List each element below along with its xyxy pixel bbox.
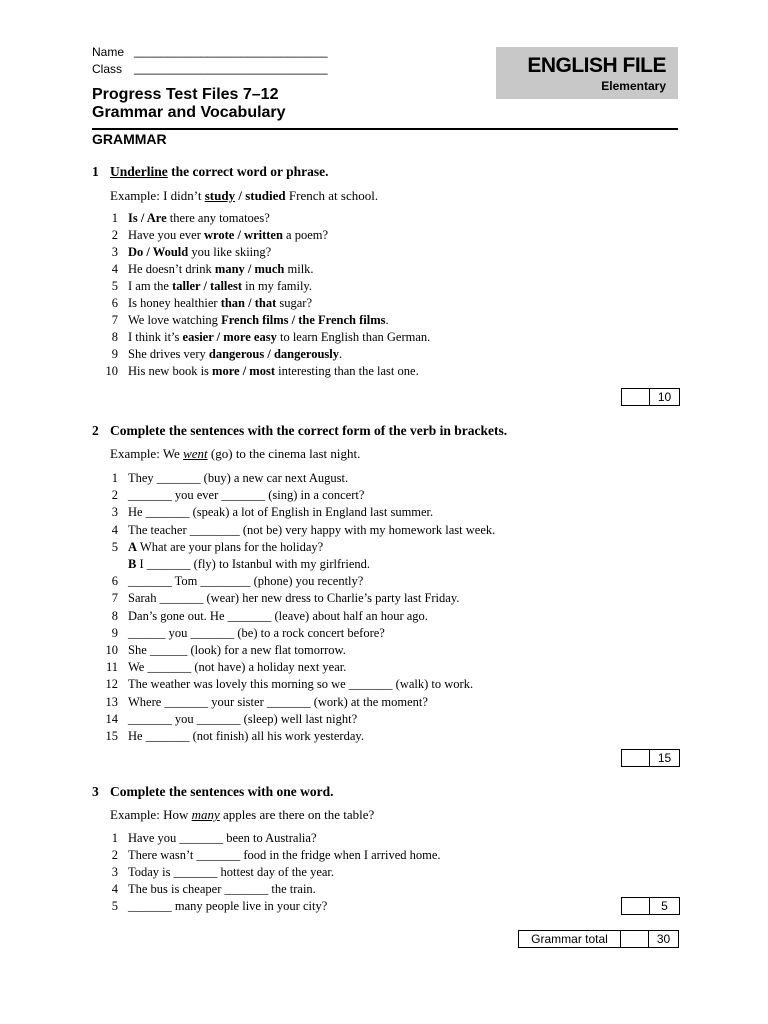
item-number: 1 <box>111 471 118 485</box>
q3-item <box>92 881 316 898</box>
name-label: Name <box>92 45 125 59</box>
q2-item <box>92 676 473 693</box>
q2-item <box>92 608 428 625</box>
item-text: ______ you _______ (be) to a rock concert before? <box>128 625 385 640</box>
item-number: 14 <box>105 711 118 726</box>
q1-item <box>92 244 271 261</box>
item-options[interactable]: Is / Are <box>128 211 167 225</box>
q1-instruction-underline: Underline <box>110 164 168 179</box>
item-text: The teacher ________ (not be) very happy with my homework last week. <box>128 522 496 537</box>
q1-example-answer: study <box>204 188 236 203</box>
item-text-tail: to learn English than German. <box>276 330 431 344</box>
q2-item <box>92 487 364 504</box>
item-number: 10 <box>105 364 118 378</box>
item-number: 12 <box>105 677 118 692</box>
q1-item <box>92 346 342 363</box>
item-options[interactable]: dangerous / dangerously <box>208 347 340 361</box>
q1-item <box>92 363 419 380</box>
q3-item <box>92 898 327 915</box>
item-text: Sarah _______ (wear) her new dress to Charlie’s party last Friday. <box>128 591 460 606</box>
item-text: I think it’s <box>128 330 183 344</box>
q2-item <box>92 642 346 659</box>
item-text: He doesn’t drink <box>128 262 215 276</box>
q2-score-box <box>621 749 680 767</box>
item-number: 10 <box>105 643 118 657</box>
item-text-tail: a poem? <box>282 228 329 242</box>
item-text: _______ you _______ (sleep) well last night? <box>128 711 358 726</box>
speaker-label: A <box>128 539 138 554</box>
q3-item <box>92 830 317 847</box>
q1-max-score: 10 <box>657 390 672 404</box>
item-number: 13 <box>105 694 118 709</box>
item-number: 4 <box>111 522 118 537</box>
q3-example-text: Example: How <box>110 807 192 822</box>
q2-item <box>92 539 323 556</box>
q3-example-answer: many <box>191 807 220 822</box>
item-text: Is honey healthier <box>128 296 221 310</box>
q1-number: 1 <box>92 164 99 179</box>
q3-number: 3 <box>92 784 99 799</box>
item-options[interactable]: many / much <box>214 262 285 276</box>
q1-example-option: / studied <box>235 188 286 203</box>
item-text: She ______ (look) for a new flat tomorrow. <box>128 643 346 657</box>
q2-item <box>92 711 357 728</box>
item-text: He _______ (not finish) all his work yesterday. <box>128 729 364 743</box>
q2-example-text: Example: We <box>110 446 184 461</box>
item-number: 5 <box>111 899 118 913</box>
q1-item <box>92 312 389 329</box>
item-number: 4 <box>111 262 118 276</box>
class-label: Class <box>92 62 123 76</box>
q2-example-answer: went <box>183 446 208 461</box>
item-text: We _______ (not have) a holiday next year. <box>128 660 347 675</box>
q2-instruction: Complete the sentences with the correct form of the verb in brackets. <box>110 423 508 438</box>
item-text-tail: in my family. <box>241 279 312 293</box>
item-number: 3 <box>111 505 118 520</box>
q1-item <box>92 261 314 278</box>
q1-item <box>92 210 270 227</box>
q2-item <box>92 470 348 487</box>
item-number: 2 <box>111 228 118 242</box>
item-text: _______ many people live in your city? <box>128 899 328 913</box>
q2-item <box>92 504 433 521</box>
item-text: The bus is cheaper _______ the train. <box>128 882 316 896</box>
item-number: 8 <box>111 330 118 344</box>
q3-item <box>92 864 334 881</box>
item-options[interactable]: easier / more easy <box>182 330 277 344</box>
q2-item <box>92 522 495 539</box>
item-text: There wasn’t _______ food in the fridge when I arrived home. <box>128 848 441 862</box>
item-text: Have you _______ been to Australia? <box>128 831 317 845</box>
grammar-total-max: 30 <box>656 932 671 946</box>
grammar-total-label: Grammar total <box>519 931 621 947</box>
speaker-label: B <box>128 557 137 571</box>
item-text: I am the <box>128 279 173 293</box>
item-number: 8 <box>111 608 118 623</box>
item-text-tail: milk. <box>284 262 314 276</box>
item-text-tail: you like skiing? <box>188 245 272 259</box>
item-options[interactable]: than / that <box>220 296 277 310</box>
q1-example <box>110 188 378 204</box>
item-text-tail: . <box>339 347 343 361</box>
item-number: 15 <box>105 729 118 743</box>
q1-heading <box>92 164 328 180</box>
brand-subtitle: Elementary <box>601 79 666 93</box>
item-text: What are your plans for the holiday? <box>137 539 324 554</box>
item-number: 7 <box>111 591 118 606</box>
item-text-tail: sugar? <box>276 296 313 310</box>
q1-item <box>92 329 430 346</box>
q1-item <box>92 295 312 312</box>
item-number: 3 <box>111 245 118 259</box>
item-number: 1 <box>111 211 118 225</box>
q3-max-score: 5 <box>661 899 668 913</box>
class-field[interactable]: _____________________________ <box>134 61 328 75</box>
item-text: _______ you ever _______ (sing) in a concert? <box>128 488 365 503</box>
q2-item <box>92 694 428 711</box>
item-number: 2 <box>111 848 118 862</box>
item-text: I _______ (fly) to Istanbul with my girlfriend. <box>136 557 370 571</box>
q2-example <box>110 446 360 462</box>
item-number: 6 <box>111 574 118 589</box>
item-text: His new book is <box>128 364 213 378</box>
q2-number: 2 <box>92 423 99 438</box>
q1-example-tail: French at school. <box>285 188 379 203</box>
item-number: 3 <box>111 865 118 879</box>
q3-instruction: Complete the sentences with one word. <box>110 784 334 799</box>
item-number: 11 <box>105 660 118 675</box>
q1-score-box <box>621 388 680 406</box>
test-title: Progress Test Files 7–12 <box>92 86 279 103</box>
item-text: He _______ (speak) a lot of English in England last summer. <box>128 505 434 520</box>
q1-score-field[interactable] <box>622 389 650 405</box>
item-options[interactable]: Do / Would <box>128 245 189 259</box>
q1-item <box>92 227 328 244</box>
item-text: Today is _______ hottest day of the year. <box>128 865 335 879</box>
q2-item <box>92 556 370 573</box>
q2-heading <box>92 423 507 439</box>
q2-item <box>92 659 346 676</box>
item-number: 9 <box>111 347 118 361</box>
q2-item <box>92 625 385 642</box>
item-text: Dan’s gone out. He _______ (leave) about half an hour ago. <box>128 608 428 623</box>
q1-example-text: Example: I didn’t <box>110 188 205 203</box>
item-text-tail: . <box>385 313 389 327</box>
test-subtitle: Grammar and Vocabulary <box>92 104 286 121</box>
item-text: _______ Tom ________ (phone) you recently? <box>128 574 364 589</box>
name-field[interactable]: _____________________________ <box>134 44 328 58</box>
item-options[interactable]: taller / tallest <box>172 279 242 293</box>
q3-item <box>92 847 441 864</box>
q2-example-tail: (go) to the cinema last night. <box>207 446 361 461</box>
q2-score-field[interactable] <box>622 750 650 766</box>
item-number: 2 <box>111 488 118 503</box>
item-text: The weather was lovely this morning so we _______ (walk) to work. <box>128 677 474 692</box>
item-number: 7 <box>111 313 118 327</box>
grammar-total-field[interactable] <box>621 931 649 947</box>
item-text: We love watching <box>128 313 222 327</box>
q3-score-box <box>621 897 680 915</box>
q3-score-field[interactable] <box>622 898 650 914</box>
item-text-tail: interesting than the last one. <box>274 364 419 378</box>
item-text: They _______ (buy) a new car next August. <box>128 471 349 485</box>
brand-logo <box>496 47 678 99</box>
q2-max-score: 15 <box>657 751 672 765</box>
q3-example-tail: apples are there on the table? <box>219 807 375 822</box>
item-text: She drives very <box>128 347 209 361</box>
q1-item <box>92 278 312 295</box>
brand-title: ENGLISH FILE <box>527 54 666 77</box>
item-text-tail: there any tomatoes? <box>166 211 270 225</box>
item-options[interactable]: wrote / written <box>204 228 283 242</box>
item-number: 5 <box>111 279 118 293</box>
item-text: Where _______ your sister _______ (work) at the moment? <box>128 694 428 709</box>
q2-item <box>92 590 459 607</box>
item-number: 6 <box>111 296 118 310</box>
item-text: Have you ever <box>128 228 205 242</box>
item-options[interactable]: French films / the French films <box>221 313 386 327</box>
q1-instruction: the correct word or phrase. <box>167 164 329 179</box>
q3-heading <box>92 784 333 800</box>
header-divider <box>92 128 678 130</box>
q2-item <box>92 573 363 590</box>
section-heading: GRAMMAR <box>92 131 167 147</box>
item-number: 4 <box>111 882 118 896</box>
grammar-total-box <box>518 930 679 948</box>
item-number: 9 <box>111 625 118 640</box>
item-number: 5 <box>111 539 118 554</box>
q2-item <box>92 728 364 745</box>
item-number: 1 <box>111 831 118 845</box>
q3-example <box>110 807 374 823</box>
item-options[interactable]: more / most <box>212 364 275 378</box>
